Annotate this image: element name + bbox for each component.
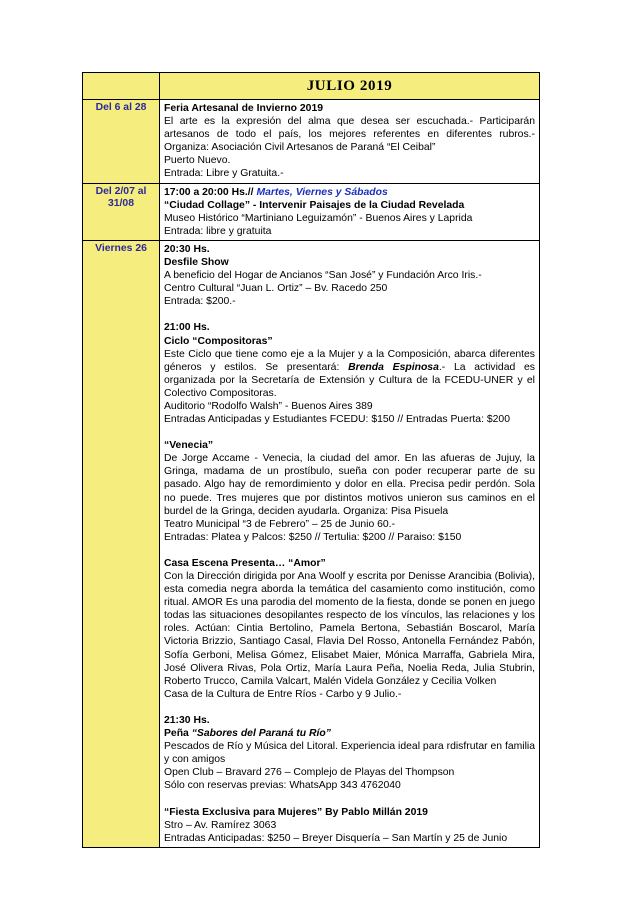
event-time: 20:30 Hs. [164,243,210,255]
event-days: Martes, Viernes y Sábados [256,186,388,198]
event-title: “Ciudad Collage” - Intervenir Paisajes de la Ciudad Revelada [164,199,465,211]
table-row [83,100,540,184]
row-content [160,240,540,847]
event-description: El arte es la expresión del alma que desea ser escuchada.- Participarán artesanos de todo el país, los mejores referentes en diferentes rubros.- Organiza: Asociación Civil Artesanos de Paraná “El Ceibal” [164,116,535,154]
event-venue: Open Club – Bravard 276 – Complejo de Playas del Thompson [164,767,455,779]
event-time: 21:30 Hs. [164,714,210,726]
events-table [82,72,540,848]
event-title: “Venecia” [164,440,214,452]
row-date: Del 2/07 al 31/08 [83,183,160,240]
event-description: De Jorge Accame - Venecia, la ciudad del amor. En las afueras de Jujuy, la Gringa, madama de un prostíbulo, sueña con poder recuperar parte de su pasado. Algo hay de remordimiento y dolor en ella. Precisa pedir perdón. Sola no puede. Tres mujeres que por distintos motivos unieron sus caminos en el burdel de la Gringa, deciden ayudarla. Organiza: Pisa Pisuela [164,453,535,517]
event-title: Ciclo “Compositoras” [164,335,273,347]
row-content [160,100,540,184]
row-date: Del 6 al 28 [83,100,160,184]
event-entry: Entrada: Libre y Gratuita.- [164,168,284,180]
event-venue: Centro Cultural “Juan L. Ortiz” – Bv. Racedo 250 [164,283,388,295]
row-content [160,183,540,240]
event-entry: Entrada: libre y gratuita [164,225,272,237]
event-title: Desfile Show [164,257,229,269]
event-entry: Entradas Anticipadas: $250 – Breyer Disquería – San Martín y 25 de Junio [164,832,508,844]
event-time: 17:00 a 20:00 Hs.// [164,186,254,198]
table-row [83,240,540,847]
event-entry: Entrada: $200.- [164,296,236,308]
event-entry: Entradas: Platea y Palcos: $250 // Tertulia: $200 // Paraiso: $150 [164,531,462,543]
event-entry: Entradas Anticipadas y Estudiantes FCEDU: $150 // Entradas Puerta: $200 [164,414,510,426]
month-title: JULIO 2019 [160,73,540,100]
event-venue: Auditorio “Rodolfo Walsh” - Buenos Aires 389 [164,400,373,412]
event-title: Casa Escena Presenta… “Amor” [164,557,326,569]
event-time: 21:00 Hs. [164,322,210,334]
event-venue: Museo Histórico “Martiniano Leguizamón” - Buenos Aires y Laprida [164,212,473,224]
event-description: Pescados de Río y Música del Litoral. Experiencia ideal para rdisfrutar en familia y con amigos [164,741,535,766]
event-description: Con la Dirección dirigida por Ana Woolf y escrita por Denisse Arancibia (Bolivia), esta comedia negra aborda la temática del casamiento como institución, como ritual. AMOR Es una parodia del momento de la fiesta, donde se ponen en juego todas las situaciones desopilantes respecto de los vínculos, las relaciones y los roles. Actúan: Cintia Bertolino, Pamela Bertona, Sebastián Boscarol, María Victoria Brizzio, Santiago Casal, Flavia Del Rosso, Antonella Fernández Pabón, Sofía Gerboni, Melisa Gómez, Elisabet Maier, Mónica Marraffa, Gabriela Mira, José Olivera Rivas, Pola Ortiz, María Laura Peña, Noelia Reda, Julia Stubrin, Roberto Trucco, Camila Valcart, Malén Videla González y Cecilia Volken [164,571,535,687]
event-venue: Casa de la Cultura de Entre Ríos - Carbo y 9 Julio.- [164,688,402,700]
featured-artist: Brenda Espinosa [348,361,439,373]
event-entry: Sólo con reservas previas: WhatsApp 343 4762040 [164,780,401,792]
row-date: Viernes 26 [83,240,160,847]
event-venue: Stro – Av. Ramírez 3063 [164,819,277,831]
event-title: Peña “Sabores del Paraná tu Río” [164,728,331,740]
event-title: Feria Artesanal de Invierno 2019 [164,103,324,114]
event-venue: Teatro Municipal “3 de Febrero” – 25 de Junio 60.- [164,518,396,530]
event-title: “Fiesta Exclusiva para Mujeres” By Pablo Millán 2019 [164,806,428,818]
table-row [83,183,540,240]
event-venue: Puerto Nuevo. [164,155,231,167]
header-date-cell [83,73,160,100]
event-description: A beneficio del Hogar de Ancianos “San José” y Fundación Arco Iris.- [164,270,482,282]
table-header-row [83,73,540,100]
event-description: Este Ciclo que tiene como eje a la Mujer y a la Composición, abarca diferentes géneros y estilos. Se presentará: Brenda Espinosa.- La actividad es organizada por la Secretaría de Extensión y Cultura de la FCEDU-UNER y el Colectivo Compositoras. [164,348,535,399]
